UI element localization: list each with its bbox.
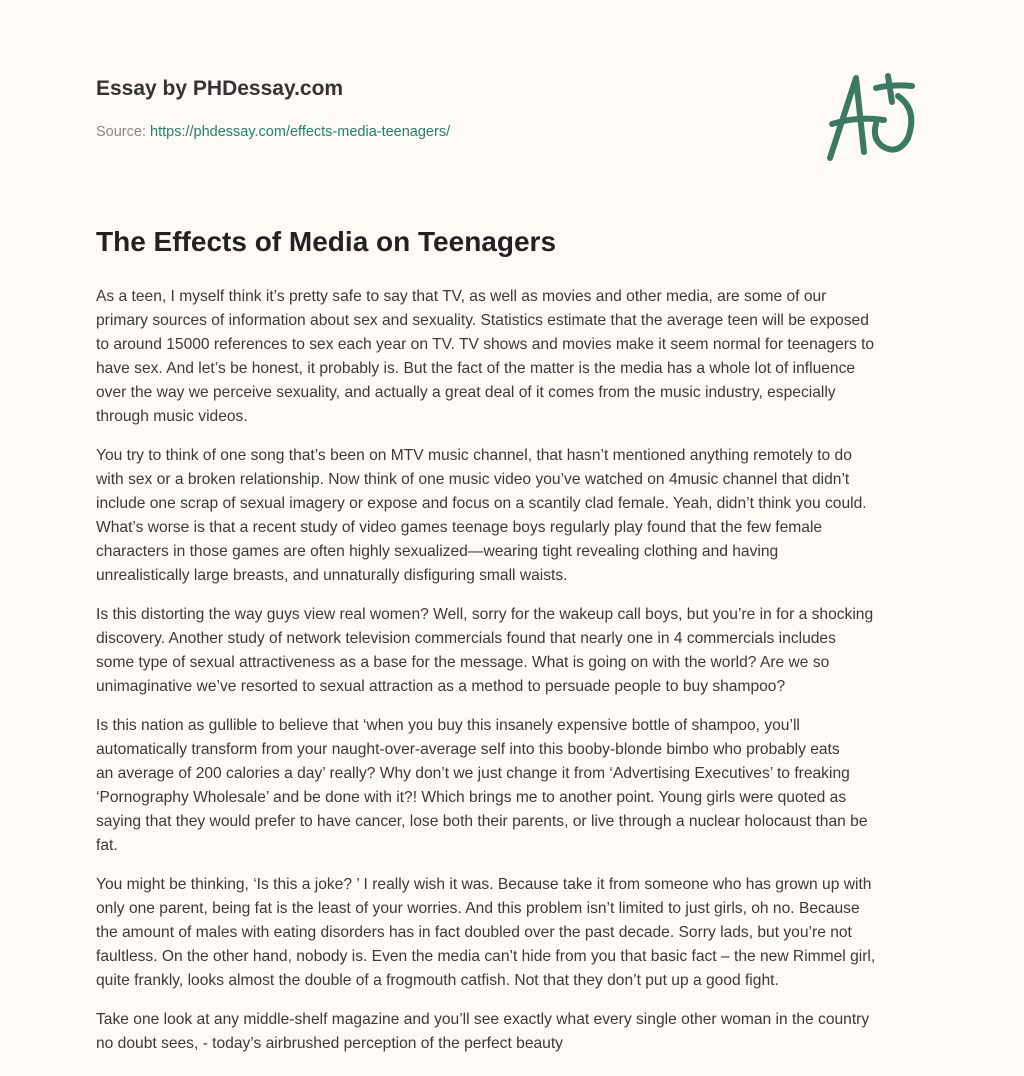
- paragraph-line: some type of sexual attractiveness as a base for the message. What is going on with the world? Are we so: [96, 654, 830, 671]
- paragraph-line: through music videos.: [96, 408, 248, 425]
- paragraph-line: include one scrap of sexual imagery or expose and focus on a scantily clad female. Yeah, didn’t think you could.: [96, 495, 867, 512]
- paragraph-line: Is this nation as gullible to believe that ‘when you buy this insanely expensive bottle of shampoo, you’ll: [96, 717, 800, 734]
- paragraph-line: primary sources of information about sex and sexuality. Statistics estimate that the average teen will be exposed: [96, 312, 869, 329]
- paragraph-line: have sex. And let’s be honest, it probably is. But the fact of the matter is the media has a whole lot of influence: [96, 360, 856, 377]
- essay-paragraph: [96, 714, 936, 858]
- source-label: Source:: [96, 124, 146, 140]
- paragraph-line: unimaginative we’ve resorted to sexual attraction as a method to persuade people to buy shampoo?: [96, 678, 786, 695]
- paragraph-line: to around 15000 references to sex each year on TV. TV shows and movies make it seem normal for teenagers to: [96, 336, 875, 353]
- paragraph-line: You might be thinking, ‘Is this a joke? ’ I really wish it was. Because take it from someone who has grown up with: [96, 876, 872, 893]
- essay-body: [96, 285, 936, 1071]
- paragraph-line: unrealistically large breasts, and unnaturally disfiguring small waists.: [96, 567, 568, 584]
- paragraph-line: faultless. On the other hand, nobody is. Even the media can’t hide from you that basic fact – the new Rimmel girl,: [96, 948, 876, 965]
- paragraph-line: characters in those games are often highly sexualized—wearing tight revealing clothing and having: [96, 543, 779, 560]
- paragraph-line: As a teen, I myself think it’s pretty safe to say that TV, as well as movies and other media, are some of our: [96, 288, 827, 305]
- paragraph-line: automatically transform from your naught-over-average self into this booby-blonde bimbo who probably eats: [96, 741, 840, 758]
- essay-paragraph: [96, 1008, 936, 1056]
- paragraph-line: ‘Pornography Wholesale’ and be done with it?! Which brings me to another point. Young girls were quoted as: [96, 789, 847, 806]
- essay-paragraph: [96, 873, 936, 993]
- paragraph-line: only one parent, being fat is the least of your worries. And this problem isn’t limited to just girls, oh no. Because: [96, 900, 860, 917]
- paragraph-line: Is this distorting the way guys view real women? Well, sorry for the wakeup call boys, but you’re in for a shocking: [96, 606, 874, 623]
- source-link[interactable]: https://phdessay.com/effects-media-teenagers/: [150, 124, 451, 140]
- essay-paragraph: [96, 603, 936, 699]
- site-brand: Essay by PHDessay.com: [96, 77, 344, 100]
- paragraph-line: saying that they would prefer to have cancer, lose both their parents, or live through a nuclear holocaust than be: [96, 813, 868, 830]
- paragraph-line: What’s worse is that a recent study of video games teenage boys regularly play found that the few female: [96, 519, 823, 536]
- essay-paragraph: [96, 285, 936, 429]
- source-line: [96, 124, 450, 140]
- essay-title: The Effects of Media on Teenagers: [96, 226, 557, 257]
- paragraph-line: quite frankly, looks almost the double of a frogmouth catfish. Not that they don’t put up a good fight.: [96, 972, 779, 989]
- paragraph-line: an average of 200 calories a day’ really? Why don’t we just change it from ‘Advertising Executives’ to freaking: [96, 765, 850, 782]
- paragraph-line: the amount of males with eating disorders has in fact doubled over the past decade. Sorry lads, but you’re not: [96, 924, 852, 941]
- paragraph-line: with sex or a broken relationship. Now think of one music video you’ve watched on 4music channel that didn’t: [96, 471, 850, 488]
- paragraph-line: over the way we perceive sexuality, and actually a great deal of it comes from the music industry, especially: [96, 384, 836, 401]
- paragraph-line: You try to think of one song that’s been on MTV music channel, that hasn’t mentioned anything remotely to do: [96, 447, 852, 464]
- a-plus-logo: [818, 66, 930, 166]
- paragraph-line: Take one look at any middle-shelf magazine and you’ll see exactly what every single other woman in the country: [96, 1011, 870, 1028]
- paragraph-line: fat.: [96, 837, 118, 854]
- paragraph-line: discovery. Another study of network television commercials found that nearly one in 4 commercials includes: [96, 630, 836, 647]
- paragraph-line: no doubt sees, - today’s airbrushed perception of the perfect beauty: [96, 1035, 563, 1052]
- essay-paragraph: [96, 444, 936, 588]
